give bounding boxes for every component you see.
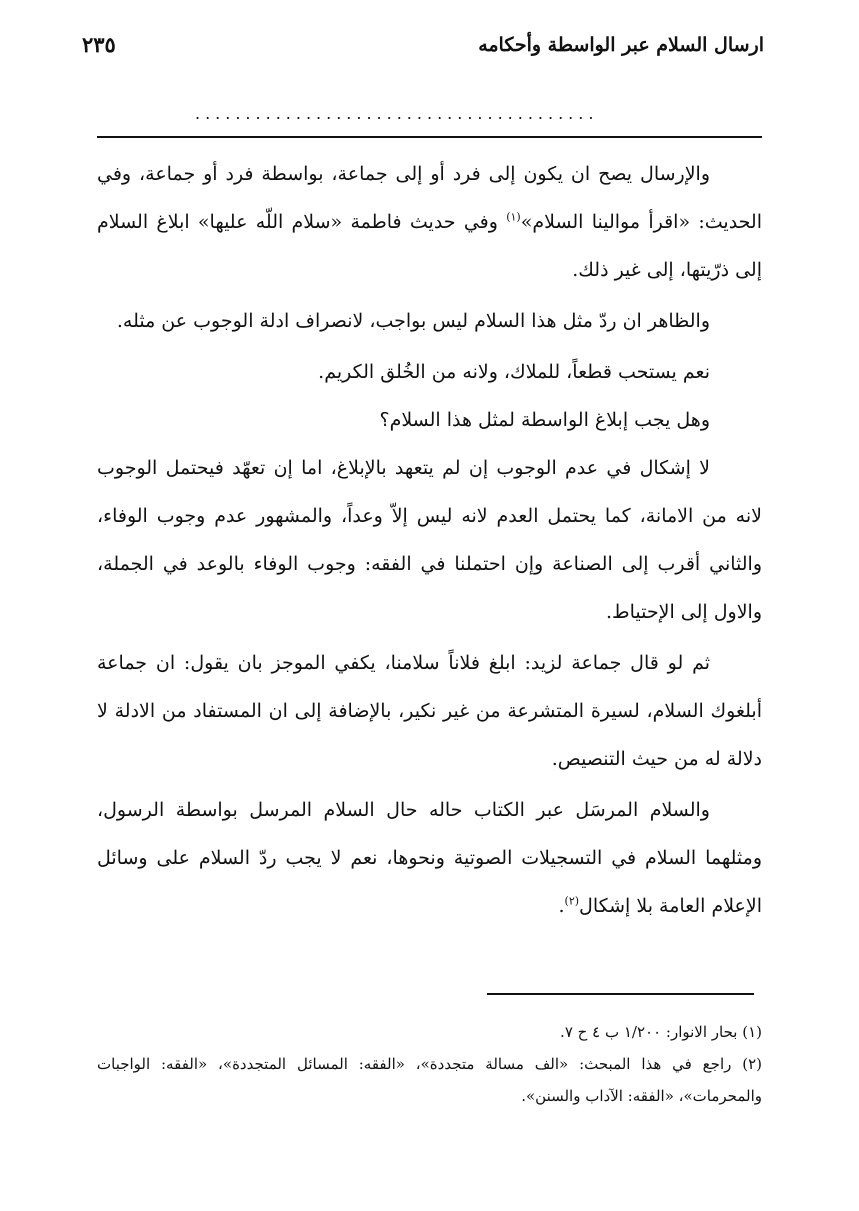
paragraph-4: وهل يجب إبلاغ الواسطة لمثل هذا السلام؟ xyxy=(379,409,710,431)
paragraph-3: نعم يستحب قطعاً، للملاك، ولانه من الخُلق الكريم. xyxy=(318,361,710,383)
paragraph-1-rest: وفي حديث فاطمة «سلام اللّه عليها» ابلاغ السلام إلى ذرّيتها، إلى غير ذلك. xyxy=(97,211,762,281)
dotted-separator: ........................................ xyxy=(195,104,599,123)
paragraph-1-hadith: وفي الحديث: «اقرأ موالينا السلام» xyxy=(97,163,762,233)
footnote-rule xyxy=(487,993,754,995)
paragraph-5: لا إشكال في عدم الوجوب إن لم يتعهد بالإبلاغ، اما إن تعهّد فيحتمل الوجوب لانه من الامانة، كما يحتمل العدم لانه ليس إلاّ وعداً، والمشهور عدم وجوب الوفاء، والثاني أقرب إلى الصناعة وإن احتملنا في الفقه: وجوب الوفاء بالوعد في الجملة، والاول إلى الإحتياط. xyxy=(97,457,762,623)
paragraph-6: ثم لو قال جماعة لزيد: ابلغ فلاناً سلامنا، يكفي الموجز بان يقول: ان جماعة أبلغوك السلام، لسيرة المتشرعة من غير نكير، بالإضافة إلى ان المستفاد من الادلة لا دلالة له من حيث التنصيص. xyxy=(97,652,762,770)
footnote-ref-1: (١) xyxy=(506,210,521,224)
paragraph-7-text: والسلام المرسَل عبر الكتاب حاله حال السلام المرسل بواسطة الرسول، ومثلهما السلام في التسجيلات الصوتية ونحوها، نعم لا يجب ردّ السلام على وسائل الإعلام العامة بلا إشكال xyxy=(97,799,762,917)
paragraph-1-line-1: والإرسال يصح ان يكون إلى فرد أو إلى جماعة، بواسطة فرد أو جماعة، xyxy=(139,163,710,185)
page-number: ٢٣٥ xyxy=(82,32,116,57)
paragraph-7 xyxy=(97,786,762,930)
paragraph-2: والظاهر ان ردّ مثل هذا السلام ليس بواجب، لانصراف ادلة الوجوب عن مثله. xyxy=(116,310,710,332)
paragraph-7-end: . xyxy=(558,895,565,917)
header-rule xyxy=(97,136,762,138)
footnote-1: (١) بحار الانوار: ١/٢٠٠ ب ٤ ح ٧. xyxy=(560,1023,762,1041)
paragraph-1 xyxy=(97,150,762,294)
main-text xyxy=(97,150,762,933)
footnote-2: (٢) راجع في هذا المبحث: «الف مسالة متجددة»، «الفقه: المسائل المتجددة»، «الفقه: الواجبات والمحرمات»، «الفقه: الآداب والسنن». xyxy=(97,1055,762,1105)
footnotes xyxy=(97,1016,762,1112)
footnote-ref-2: (٢) xyxy=(564,894,580,908)
running-title: ارسال السلام عبر الواسطة وأحكامه xyxy=(478,34,764,56)
